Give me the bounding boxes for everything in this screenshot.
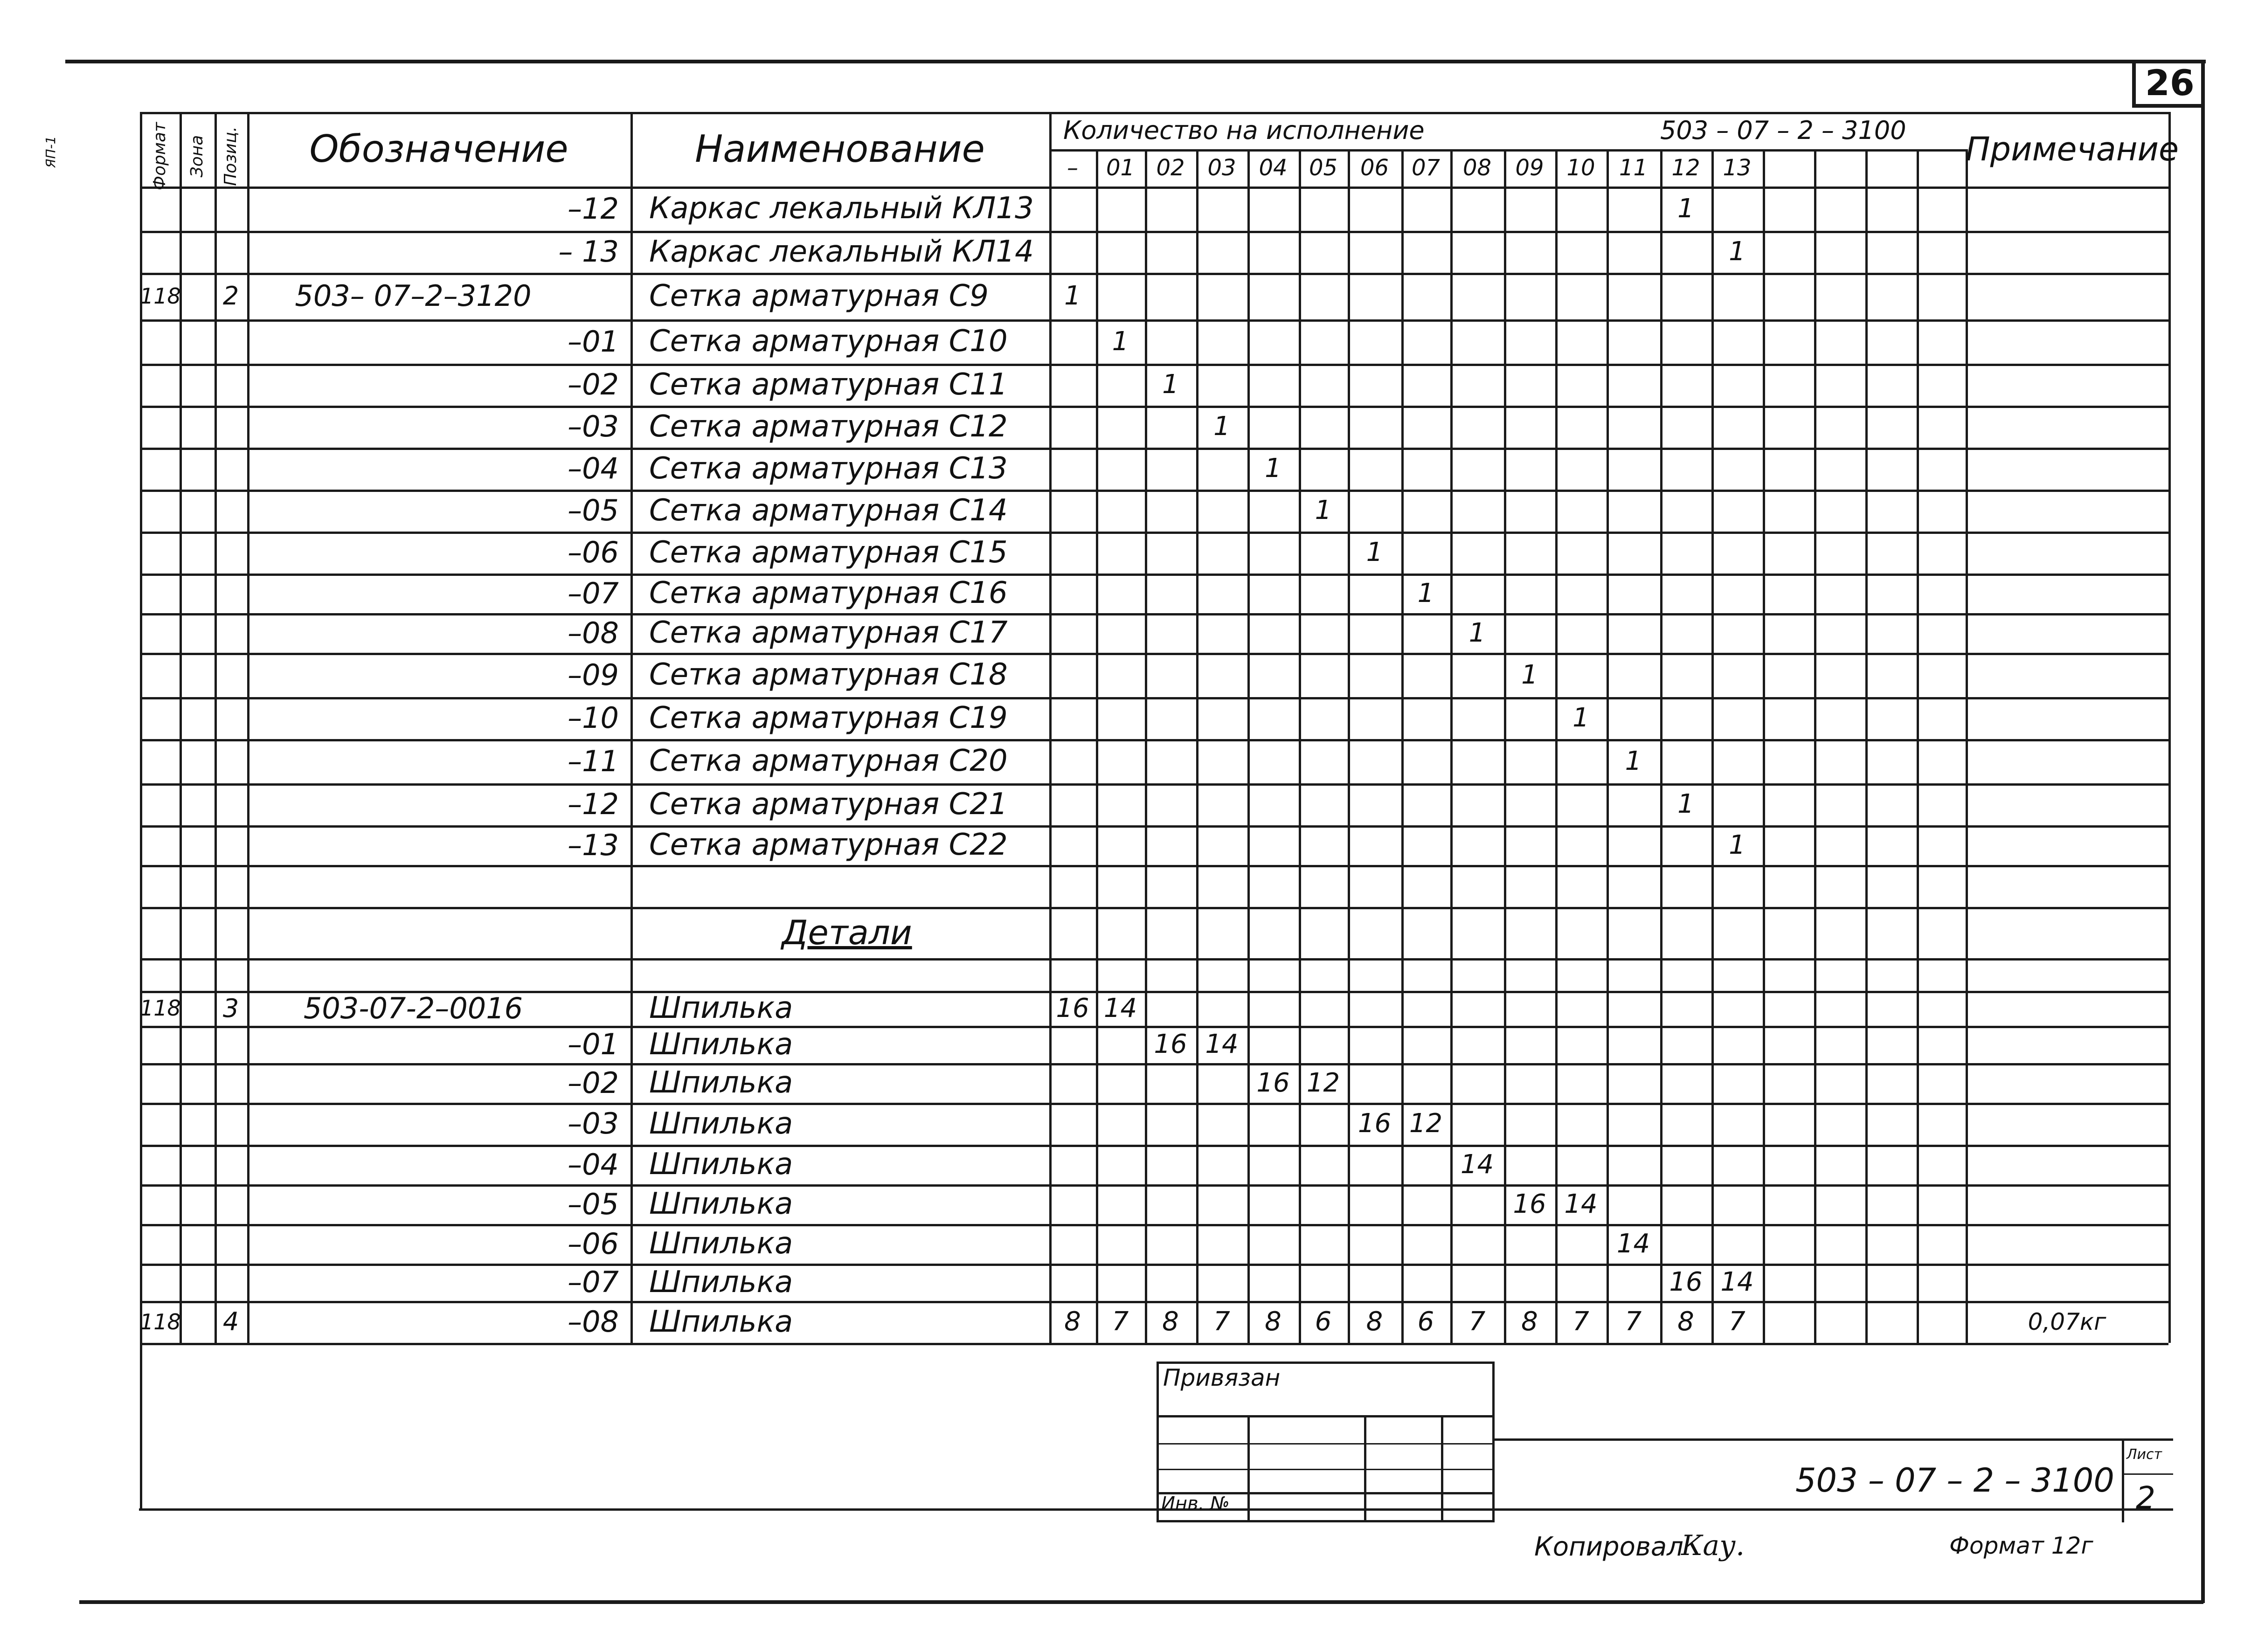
quantity-cell: 14: [1564, 1189, 1598, 1219]
page-number: 26: [2145, 62, 2195, 104]
quantity-cell: 12: [1409, 1108, 1443, 1139]
variant-header: 07: [1411, 155, 1441, 181]
quantity-cell: 16: [1154, 1029, 1187, 1059]
variant-header: [1865, 149, 1917, 187]
quantity-cell: 7: [1112, 1306, 1129, 1337]
column-line: [1966, 149, 1968, 1343]
name-cell: Сетка арматурная С14: [649, 493, 1008, 528]
designation-cell: –06: [568, 535, 619, 569]
top-border-line: [65, 60, 2206, 63]
designation-cell: –12: [568, 192, 619, 226]
quantity-cell: 8: [1677, 1306, 1694, 1337]
quantity-cell: 1: [1572, 703, 1589, 733]
designation-cell: –08: [568, 616, 619, 650]
quantity-cell: 6: [1417, 1306, 1434, 1337]
stamp-line: [1157, 1469, 1495, 1470]
quantity-cell: 14: [1103, 993, 1137, 1023]
column-line: [1917, 149, 1919, 1343]
variant-header: 05: [1309, 155, 1338, 181]
designation-cell: –02: [568, 1066, 619, 1100]
designation-cell: –11: [568, 744, 619, 778]
name-cell: Сетка арматурная С20: [649, 744, 1008, 778]
row-line: [140, 907, 2168, 909]
designation-cell: –01: [568, 325, 619, 359]
title-block-line: [2122, 1473, 2173, 1475]
title-block-line: [1492, 1438, 2173, 1441]
variant-header: 08: [1462, 155, 1492, 181]
designation-cell: –01: [568, 1027, 619, 1061]
name-cell: Шпилька: [649, 1147, 793, 1182]
privyazan-label: Привязан: [1163, 1364, 1281, 1391]
quantity-cell: 1: [1677, 194, 1694, 224]
designation-cell: 503-07-2–0016: [303, 991, 523, 1025]
quantity-cell: 1: [1112, 326, 1129, 357]
column-line: [2168, 112, 2171, 1343]
quantity-cell: 1: [1366, 537, 1383, 567]
designation-cell: –02: [568, 367, 619, 401]
page-number-box-bottom: [2132, 104, 2202, 108]
variant-header: 12: [1671, 155, 1700, 181]
designation-cell: –08: [568, 1305, 619, 1339]
column-line: [1299, 149, 1301, 1343]
name-cell: Шпилька: [649, 1265, 793, 1299]
quantity-cell: 7: [1213, 1306, 1230, 1337]
quantity-cell: 8: [1162, 1306, 1179, 1337]
stamp-line: [1492, 1362, 1495, 1522]
designation-cell: –06: [568, 1227, 619, 1261]
doc-number: 503 – 07 – 2 – 3100: [1795, 1461, 2114, 1500]
position-cell: 2: [222, 281, 239, 311]
stamp-line: [1157, 1520, 1495, 1522]
quantity-cell: 1: [1213, 411, 1230, 442]
designation-cell: –12: [568, 787, 619, 821]
column-line: [1865, 149, 1868, 1343]
variant-header: 09: [1515, 155, 1544, 181]
position-cell: 3: [222, 994, 239, 1023]
column-line: [1555, 149, 1558, 1343]
designation-cell: –10: [568, 701, 619, 735]
name-cell: Сетка арматурная С16: [649, 576, 1008, 610]
variant-header: 06: [1360, 155, 1389, 181]
name-cell: Сетка арматурная С11: [649, 367, 1008, 402]
right-border-line: [2201, 60, 2205, 1603]
column-line: [1348, 149, 1350, 1343]
column-line: [1814, 149, 1816, 1343]
quantity-cell: 1: [1729, 236, 1745, 267]
bottom-border-line: [79, 1600, 2203, 1604]
quantity-cell: 7: [1468, 1306, 1486, 1337]
name-cell: Сетка арматурная С17: [649, 615, 1008, 650]
variant-header: [1814, 149, 1865, 187]
quantity-cell: 8: [1366, 1306, 1383, 1337]
designation-cell: –13: [568, 828, 619, 862]
stamp-line: [1157, 1415, 1495, 1417]
quantity-cell: 1: [1521, 660, 1538, 690]
name-cell: Шпилька: [649, 1065, 793, 1100]
stamp-line: [1157, 1362, 1159, 1522]
variant-header: 13: [1723, 155, 1752, 181]
name-cell: Шпилька: [649, 1187, 793, 1221]
variant-header: 01: [1106, 155, 1135, 181]
name-cell: Каркас лекальный КЛ14: [649, 235, 1034, 269]
margin-mark: ЯП-1: [43, 136, 58, 168]
stamp-line: [1441, 1415, 1443, 1522]
format-cell: 118: [140, 1309, 181, 1334]
quantity-cell: 14: [1460, 1149, 1494, 1180]
quantity-cell: 7: [1729, 1306, 1745, 1337]
name-cell: Шпилька: [649, 1226, 793, 1261]
position-cell: 4: [222, 1307, 239, 1336]
designation-cell: – 13: [558, 235, 619, 269]
section-title: Детали: [782, 913, 912, 952]
column-line: [1504, 149, 1506, 1343]
quantity-cell: 14: [1205, 1029, 1239, 1059]
page-number-box-left: [2132, 60, 2136, 106]
quantity-cell: 8: [1064, 1306, 1081, 1337]
name-cell: Сетка арматурная С12: [649, 409, 1008, 444]
sheet-label: Лист: [2126, 1446, 2162, 1463]
quantity-cell: 8: [1265, 1306, 1281, 1337]
stamp-line: [1247, 1415, 1250, 1522]
designation-cell: –09: [568, 658, 619, 692]
variant-header: 10: [1566, 155, 1595, 181]
designation-cell: 503– 07–2–3120: [295, 279, 532, 313]
copied-label: Копировал: [1534, 1532, 1683, 1562]
name-cell: Шпилька: [649, 991, 793, 1025]
name-cell: Сетка арматурная С15: [649, 535, 1008, 570]
designation-cell: –07: [568, 576, 619, 610]
note-cell: 0,07кг: [2028, 1308, 2106, 1335]
quantity-header: Количество на исполнение: [1063, 116, 1425, 145]
column-line: [1247, 149, 1250, 1343]
variant-header: 11: [1619, 155, 1648, 181]
quantity-cell: 1: [1677, 789, 1694, 819]
quantity-cell: 1: [1064, 281, 1081, 311]
column-line: [1711, 149, 1714, 1343]
column-line: [630, 112, 633, 1343]
column-line: [1145, 149, 1147, 1343]
name-header: Наименование: [695, 127, 985, 171]
designation-cell: –07: [568, 1265, 619, 1299]
column-line: [1660, 149, 1662, 1343]
variant-header: –: [1067, 155, 1078, 181]
zone-column-header: Зона: [187, 135, 207, 178]
variant-header: [1763, 149, 1814, 187]
quantity-cell: 16: [1513, 1189, 1546, 1219]
name-cell: Сетка арматурная С10: [649, 324, 1008, 359]
variant-header: [1917, 149, 1966, 187]
quantity-cell: 8: [1521, 1306, 1538, 1337]
name-cell: Сетка арматурная С19: [649, 701, 1008, 735]
name-cell: Шпилька: [649, 1027, 793, 1062]
title-block-line: [139, 1508, 2173, 1511]
quantity-cell: 1: [1625, 746, 1642, 776]
designation-cell: –04: [568, 451, 619, 485]
row-line: [140, 958, 2168, 961]
quantity-cell: 1: [1468, 618, 1486, 648]
designation-header: Обозначение: [309, 127, 568, 171]
quantity-cell: 1: [1162, 369, 1179, 400]
column-line: [1401, 149, 1404, 1343]
sheet-number: 2: [2136, 1480, 2155, 1516]
quantity-cell: 16: [1358, 1108, 1392, 1139]
quantity-cell: 7: [1625, 1306, 1642, 1337]
quantity-cell: 1: [1729, 830, 1745, 860]
format-column-header: Формат: [150, 122, 169, 191]
name-cell: Шпилька: [649, 1106, 793, 1141]
quantity-cell: 12: [1306, 1068, 1340, 1098]
quantity-cell: 1: [1315, 495, 1332, 525]
name-cell: Сетка арматурная С9: [649, 279, 989, 313]
inv-label: Инв. №: [1161, 1493, 1230, 1514]
quantity-cell: 16: [1256, 1068, 1290, 1098]
name-cell: Каркас лекальный КЛ13: [649, 191, 1034, 226]
quantity-cell: 7: [1572, 1306, 1589, 1337]
designation-cell: –04: [568, 1147, 619, 1182]
variant-header: 02: [1156, 155, 1185, 181]
quantity-doc-number: 503 – 07 – 2 – 3100: [1660, 116, 1906, 145]
designation-cell: –05: [568, 1187, 619, 1221]
name-cell: Сетка арматурная С13: [649, 451, 1008, 486]
name-cell: Шпилька: [649, 1305, 793, 1339]
column-line: [1196, 149, 1198, 1343]
position-column-header: Позиц.: [221, 126, 240, 186]
quantity-cell: 6: [1315, 1306, 1332, 1337]
format-label: Формат 12г: [1949, 1532, 2093, 1559]
format-cell: 118: [140, 283, 181, 309]
notes-header: Примечание: [1966, 130, 2179, 168]
variant-header: 04: [1259, 155, 1288, 181]
stamp-line: [1157, 1443, 1495, 1445]
variant-header: 03: [1207, 155, 1236, 181]
quantity-cell: 16: [1056, 993, 1089, 1023]
format-cell: 118: [140, 995, 181, 1021]
quantity-cell: 1: [1417, 578, 1434, 608]
quantity-cell: 14: [1720, 1267, 1754, 1297]
quantity-cell: 14: [1616, 1229, 1650, 1259]
copied-signature: Кау.: [1681, 1529, 1745, 1562]
stamp-line: [1364, 1415, 1366, 1522]
designation-cell: –03: [568, 1106, 619, 1141]
quantity-cell: 16: [1669, 1267, 1703, 1297]
frame-left-line: [140, 1343, 142, 1509]
name-cell: Сетка арматурная С18: [649, 657, 1008, 692]
row-line: [140, 1343, 2168, 1345]
designation-cell: –05: [568, 493, 619, 527]
stamp-line: [1157, 1362, 1495, 1364]
name-cell: Сетка арматурная С21: [649, 787, 1008, 822]
row-line: [140, 865, 2168, 867]
designation-cell: –03: [568, 409, 619, 443]
quantity-cell: 1: [1265, 453, 1281, 484]
column-line: [1763, 149, 1765, 1343]
name-cell: Сетка арматурная С22: [649, 828, 1008, 862]
